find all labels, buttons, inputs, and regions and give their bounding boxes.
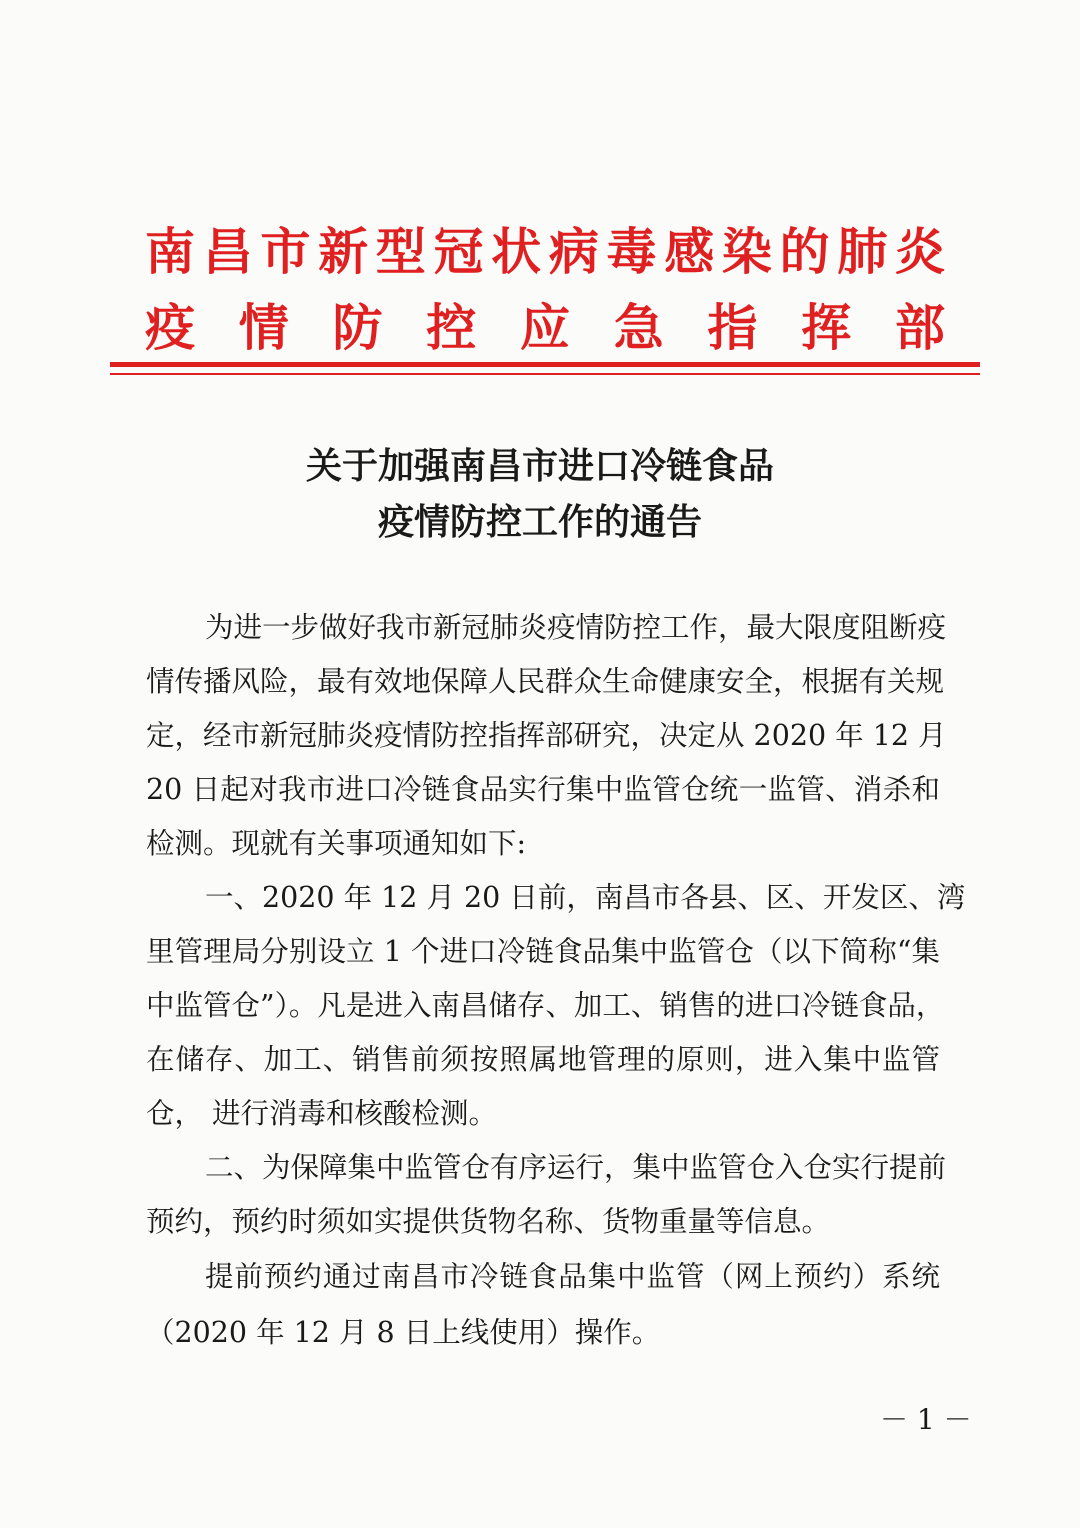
body-line: 中监管仓”）。凡是进入南昌储存、加工、销售的进口冷链食品， — [146, 989, 945, 1022]
body-line: 提前预约通过南昌市冷链食品集中监管（网上预约）系统 — [205, 1260, 940, 1293]
issuer-header-line-2: 疫情防控应急指挥部 — [145, 299, 945, 357]
body-line: 仓， 进行消毒和核酸检测。 — [146, 1097, 498, 1130]
body-line: （2020 年 12 月 8 日上线使用）操作。 — [146, 1316, 661, 1349]
red-divider-thin — [110, 373, 980, 375]
page-number: － 1 － — [880, 1403, 972, 1436]
body-line: 定，经市新冠肺炎疫情防控指挥部研究，决定从 2020 年 12 月 — [146, 719, 947, 752]
body-line: 在储存、加工、销售前须按照属地管理的原则，进入集中监管 — [146, 1043, 940, 1076]
body-line: 情传播风险，最有效地保障人民群众生命健康安全，根据有关规 — [146, 665, 945, 698]
document-title-line-1: 关于加强南昌市进口冷链食品 — [305, 445, 774, 487]
red-divider-thick — [110, 362, 980, 367]
body-line: 一、2020 年 12 月 20 日前，南昌市各县、区、开发区、湾 — [205, 881, 966, 914]
body-line: 预约，预约时须如实提供货物名称、货物重量等信息。 — [146, 1205, 831, 1238]
issuer-header-line-1: 南昌市新型冠状病毒感染的肺炎 — [145, 223, 945, 281]
body-line: 为进一步做好我市新冠肺炎疫情防控工作，最大限度阻断疫 — [205, 611, 947, 644]
document-title-line-2: 疫情防控工作的通告 — [377, 501, 702, 543]
body-line: 检测。现就有关事项通知如下: — [146, 827, 527, 860]
body-line: 里管理局分别设立 1 个进口冷链食品集中监管仓（以下简称“集 — [146, 935, 940, 968]
body-line: 二、为保障集中监管仓有序运行，集中监管仓入仓实行提前 — [205, 1151, 947, 1184]
body-line: 20 日起对我市进口冷链食品实行集中监管仓统一监管、消杀和 — [146, 773, 940, 806]
